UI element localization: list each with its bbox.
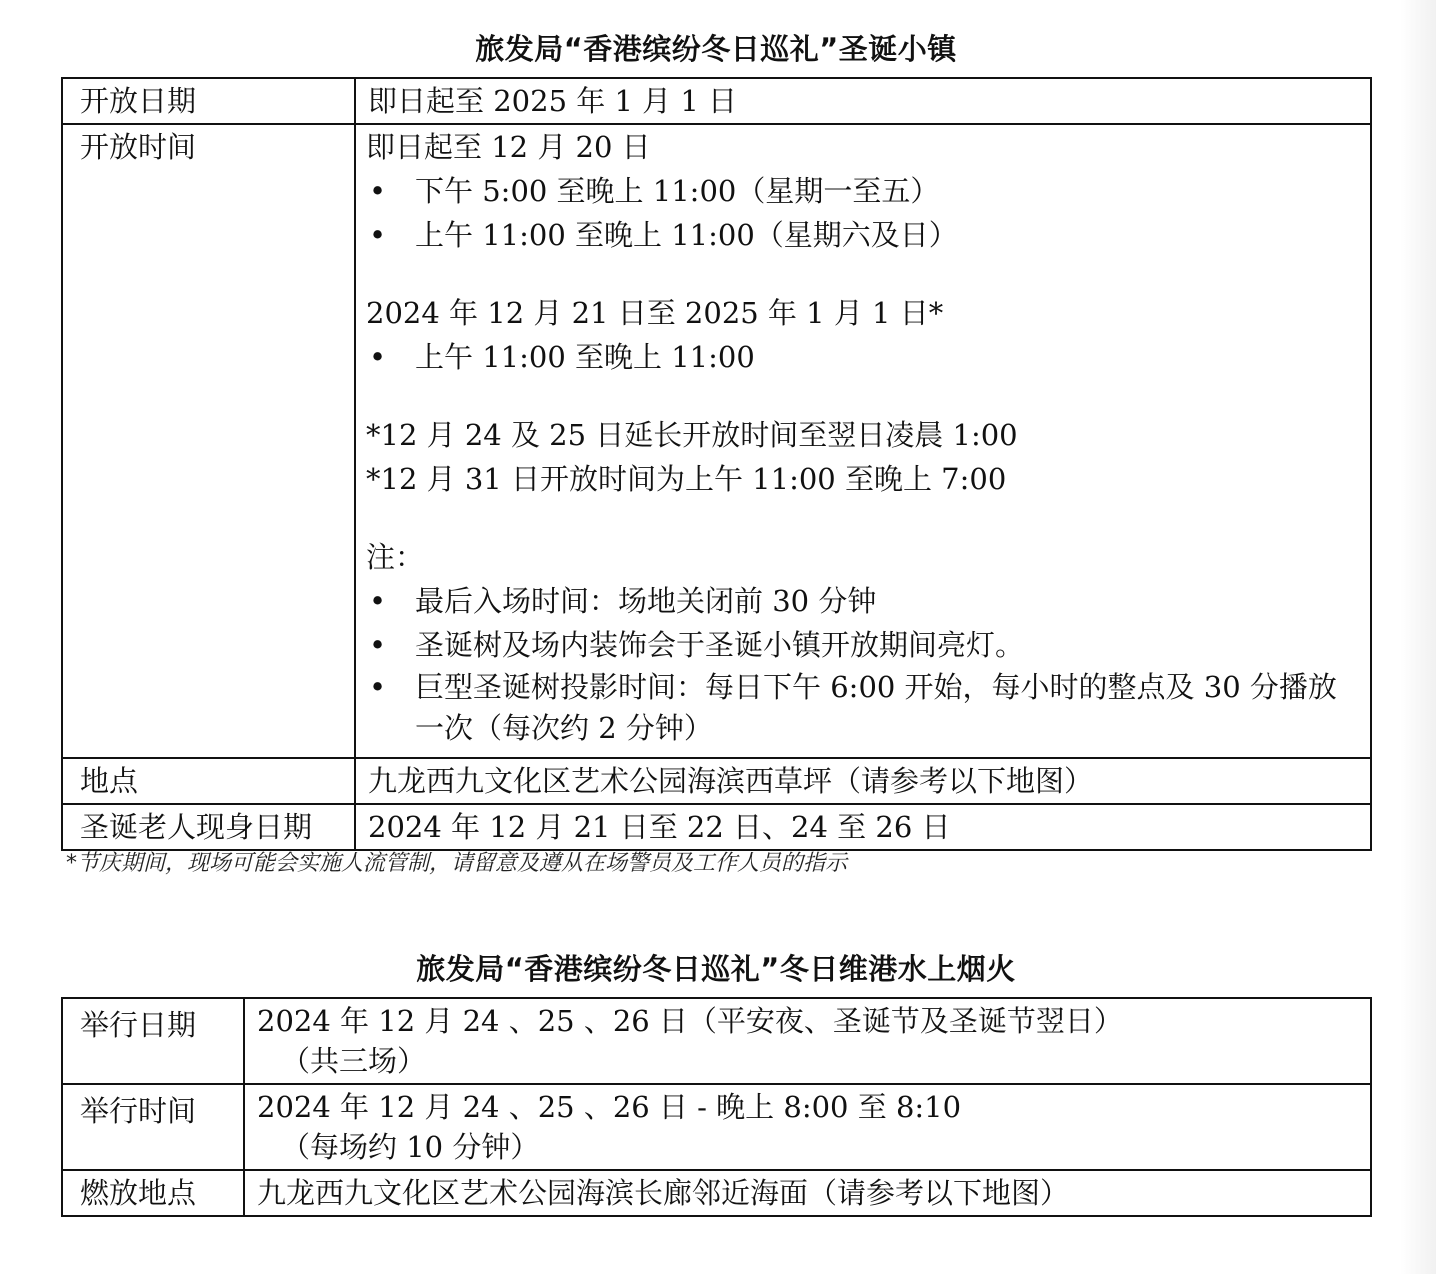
fireworks-table xyxy=(61,997,1372,1217)
crowd-control-footnote: *节庆期间，现场可能会实施人流管制，请留意及遵从在场警员及工作人员的指示 xyxy=(66,851,848,876)
christmas-town-title: 旅发局“香港缤纷冬日巡礼”圣诞小镇 xyxy=(475,32,957,66)
table-row-location xyxy=(62,758,1371,804)
opening-dates-label: 开放日期 xyxy=(62,78,355,124)
location-value: 九龙西九文化区艺术公园海滨西草坪（请参考以下地图） xyxy=(355,758,1371,804)
hours-period2: 2024 年 12 月 21 日至 2025 年 1 月 1 日* xyxy=(366,296,944,330)
table-row-fireworks-date xyxy=(62,998,1371,1084)
fireworks-date-label: 举行日期 xyxy=(62,998,244,1084)
page-edge-shadow xyxy=(1400,0,1436,1274)
fireworks-place-label: 燃放地点 xyxy=(62,1170,244,1216)
table-row-santa xyxy=(62,804,1371,850)
table-row-fireworks-time xyxy=(62,1084,1371,1170)
note-projection: • 巨型圣诞树投影时间：每日下午 6:00 开始，每小时的整点及 30 分播放一次（每次约 2 分钟） xyxy=(366,667,1358,757)
extended-hours-1: *12 月 24 及 25 日延长开放时间至翌日凌晨 1:00 xyxy=(366,418,1018,452)
location-label: 地点 xyxy=(62,758,355,804)
santa-label: 圣诞老人现身日期 xyxy=(62,804,355,850)
hours-period1: 即日起至 12 月 20 日 xyxy=(366,130,651,164)
fireworks-time-main: 2024 年 12 月 24 、25 、26 日 - 晚上 8:00 至 8:10 xyxy=(257,1090,962,1124)
fireworks-place-value: 九龙西九文化区艺术公园海滨长廊邻近海面（请参考以下地图） xyxy=(244,1170,1371,1216)
santa-value: 2024 年 12 月 21 日至 22 日、24 至 26 日 xyxy=(355,804,1371,850)
opening-hours-label: 开放时间 xyxy=(62,124,355,758)
christmas-town-table xyxy=(61,77,1372,851)
hours-weekday: • 下午 5:00 至晚上 11:00（星期一至五） xyxy=(366,169,1358,213)
fireworks-date-main: 2024 年 12 月 24 、25 、26 日（平安夜、圣诞节及圣诞节翌日） xyxy=(257,1004,1123,1038)
hours-daily: • 上午 11:00 至晚上 11:00 xyxy=(366,335,1358,379)
extended-hours-2: *12 月 31 日开放时间为上午 11:00 至晚上 7:00 xyxy=(366,462,1007,496)
opening-dates-value: 即日起至 2025 年 1 月 1 日 xyxy=(355,78,1371,124)
fireworks-time-label: 举行时间 xyxy=(62,1084,244,1170)
note-last-entry: • 最后入场时间：场地关闭前 30 分钟 xyxy=(366,579,1358,623)
fireworks-title: 旅发局“香港缤纷冬日巡礼”冬日维港水上烟火 xyxy=(416,952,1016,986)
table-row-opening-hours xyxy=(62,124,1371,758)
opening-hours-value xyxy=(355,124,1371,758)
fireworks-date-sub: （共三场） xyxy=(281,1044,427,1078)
table-row-opening-dates xyxy=(62,78,1371,124)
hours-weekend: • 上午 11:00 至晚上 11:00（星期六及日） xyxy=(366,213,1358,257)
note-lighting: • 圣诞树及场内装饰会于圣诞小镇开放期间亮灯。 xyxy=(366,623,1358,667)
notes-heading: 注： xyxy=(366,540,425,574)
table-row-fireworks-place xyxy=(62,1170,1371,1216)
fireworks-time-sub: （每场约 10 分钟） xyxy=(281,1130,540,1164)
fireworks-date-value xyxy=(244,998,1371,1084)
fireworks-time-value xyxy=(244,1084,1371,1170)
